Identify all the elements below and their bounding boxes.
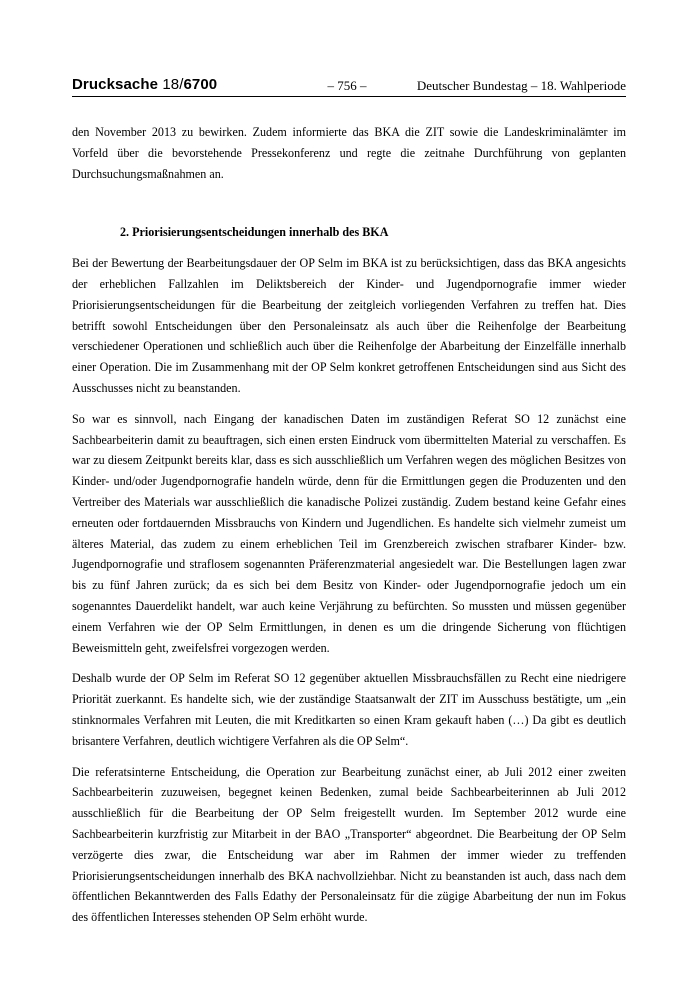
document-label: Drucksache [72, 76, 163, 93]
body-paragraph: Deshalb wurde der OP Selm im Referat SO 12 gegenüber aktuellen Missbrauchsfällen zu Recht eine niedrigere Priorität zuerkannt. Es handelte sich, wie der zuständige Staatsanwalt der ZIT im Ausschuss bestätigte, um „ein stinknormales Verfahren mit Leuten, die mit Kreditkarten so einen Kram gekauft haben (…) Da gibt es deutlich brisantere Verfahren, deutlich wichtigere Verfahren als die OP Selm“. [72, 671, 626, 748]
publisher: Deutscher Bundestag – 18. Wahlperiode [416, 78, 626, 93]
body-paragraph: Die referatsinterne Entscheidung, die Operation zur Bearbeitung zunächst einer, ab Juli 2012 einer zweiten Sachbearbeiterin zuzuweisen, begegnet keinen Bedenken, zumal beide Sachbearbeiterinnen ab Juli 2012 ausschließlich für die Bearbeitung der OP Selm freigestellt wurden. Im September 2012 wurde eine Sachbearbeiterin kurzfristig zur Mitarbeit in der BAO „Transporter“ abgeordnet. Die Bearbeitung der OP Selm verzögerte dies zwar, die Entscheidung war aber im Rahmen der immer wieder zu treffenden Priorisierungsentscheidungen innerhalb des BKA nachvollziehbar. Nicht zu beanstanden ist auch, dass nach dem öffentlichen Bekanntwerden des Falls Edathy der Personaleinsatz für die zügige Abarbeitung der nun im Fokus des öffentlichen Interesses stehenden OP Selm erhöht wurde. [72, 764, 626, 925]
document-body [72, 122, 626, 938]
body-paragraph: So war es sinnvoll, nach Eingang der kanadischen Daten im zuständigen Referat SO 12 zunächst eine Sachbearbeiterin damit zu beauftragen, sich einen ersten Eindruck vom übermittelten Material zu verschaffen. Es war zu diesem Zeitpunkt bereits klar, dass es sich ausschließlich um Verfahren wegen des möglichen Besitzes von Kinder- und/oder Jugendpornografie handeln würde, denn für die Ermittlungen gegen die Produzenten und den Vertreiber des Materials war ausschließlich die kanadische Polizei zuständig. Zudem bestand keine Gefahr eines erneuten oder fortdauernden Missbrauchs von Kindern und Jugendlichen. Es handelte sich vielmehr zumeist um älteres Material, das zudem zu einem erheblichen Teil im Grenzbereich zwischen strafbarer Kinder- bzw. Jugendpornografie und straflosem sogenannten Präferenzmaterial angesiedelt war. Die Bestellungen lagen zwar bis zu fünf Jahren zurück; da es sich bei dem Besitz von Kinder- oder Jugendpornografie jedoch um ein sogenanntes Dauerdelikt handelt, war auch keine Verjährung zu befürchten. So mussten und müssen gegenüber einem Verfahren wie der OP Selm Ermittlungen, in denen es um die dringende Sicherung von flüchtigen Beweismitteln geht, zweifelsfrei vorgezogen werden. [72, 411, 626, 655]
page-number: – 756 – [327, 78, 367, 93]
body-paragraph: Bei der Bewertung der Bearbeitungsdauer der OP Selm im BKA ist zu berücksichtigen, dass das BKA angesichts der erheblichen Fallzahlen im Deliktsbereich der Kinder- und Jugendpornografie immer wieder Priorisierungsentscheidungen für die Bearbeitung der zeitgleich vorliegenden Verfahren zu treffen hat. Dies betrifft sowohl Entscheidungen über den Personaleinsatz als auch über die Reihenfolge der Bearbeitung verschiedener Operationen und schließlich auch über die Reihenfolge der Abarbeitung der Einzelfälle innerhalb einer Operation. Die im Zusammenhang mit der OP Selm konkret getroffenen Entscheidungen sind aus Sicht des Ausschusses nicht zu beanstanden. [72, 256, 626, 395]
section-heading: 2. Priorisierungsentscheidungen innerhalb des BKA [120, 225, 389, 240]
intro-paragraph: den November 2013 zu bewirken. Zudem informierte das BKA die ZIT sowie die Landeskriminalämter im Vorfeld über die bevorstehende Pressekonferenz und regte die zeitnahe Durchführung von geplanten Durchsuchungsmaßnahmen an. [72, 125, 626, 181]
document-number-prefix: 18/ [162, 76, 184, 93]
page-header [72, 74, 626, 97]
document-number-suffix: 6700 [183, 76, 218, 93]
